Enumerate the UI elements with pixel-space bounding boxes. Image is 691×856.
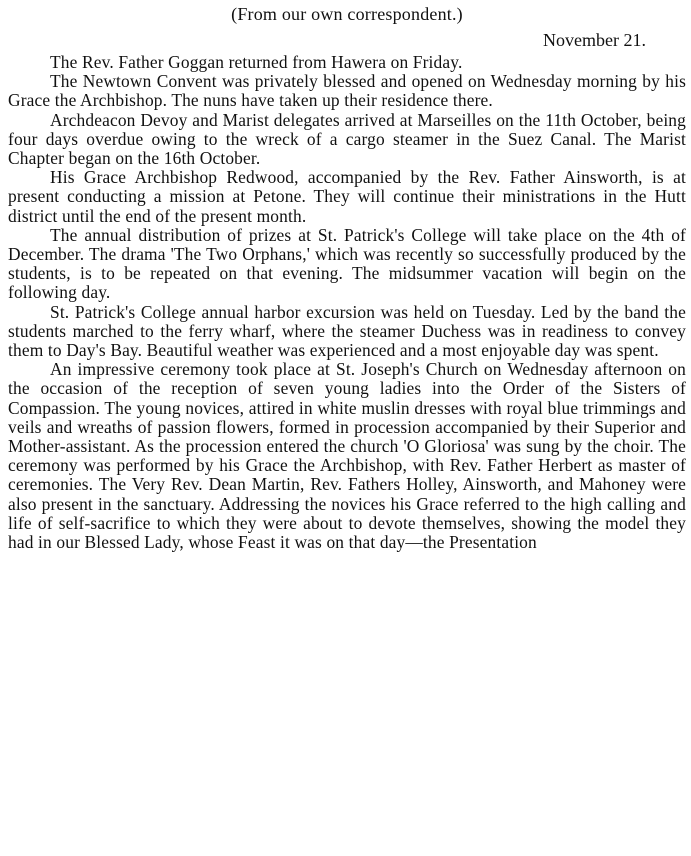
paragraph-prize-distribution: The annual distribution of prizes at St. Patrick's College will take place on the 4th of December. The drama 'The Two Orphans,' which was recently so successfully produced by the students, is to be repeated on that evening. The midsummer vacation will begin on the following day. — [8, 224, 686, 303]
paragraph-goggan: The Rev. Father Goggan returned from Hawera on Friday. — [50, 52, 463, 72]
paragraph-petone-mission: His Grace Archbishop Redwood, accompanied by the Rev. Father Ainsworth, is at present conducting a mission at Petone. They will continue their ministrations in the Hutt district until the end of the present month. — [8, 167, 686, 226]
dateline: November 21. — [543, 30, 646, 50]
paragraph-reception-ceremony: An impressive ceremony took place at St. Joseph's Church on Wednesday afternoon on the occasion of the reception of seven young ladies into the Order of the Sisters of Compassion. The young novices, attired in white muslin dresses with royal blue trimmings and veils and wreaths of passion flowers, formed in procession accompanied by their Superior and Mother-assistant. As the procession entered the church 'O Gloriosa' was sung by the choir. The ceremony was performed by his Grace the Archbishop, with Rev. Father Herbert as master of ceremonies. The Very Rev. Dean Martin, Rev. Fathers Holley, Ainsworth, and Mahoney were also present in the sanctuary. Addressing the novices his Grace referred to the high calling and life of self-sacrifice to which they were about to devote themselves, showing the model they had in our Blessed Lady, whose Feast it was on that day—the Presentation — [8, 359, 686, 553]
paragraph-marist-delegates: Archdeacon Devoy and Marist delegates arrived at Marseilles on the 11th October, being four days overdue owing to the wreck of a cargo steamer in the Suez Canal. The Marist Chapter began on the 16th October. — [8, 109, 686, 169]
paragraph-newtown-convent: The Newtown Convent was privately blessed and opened on Wednesday morning by his Grace the Archbishop. The nuns have taken up their residence there. — [8, 71, 686, 111]
paragraph-harbor-excursion: St. Patrick's College annual harbor excursion was held on Tuesday. Led by the band the students marched to the ferry wharf, where the steamer Duchess was in readiness to convey them to Day's Bay. Beautiful weather was experienced and a most enjoyable day was spent. — [8, 301, 686, 361]
correspondent-byline: (From our own correspondent.) — [231, 4, 463, 24]
newspaper-article — [8, 3, 686, 552]
